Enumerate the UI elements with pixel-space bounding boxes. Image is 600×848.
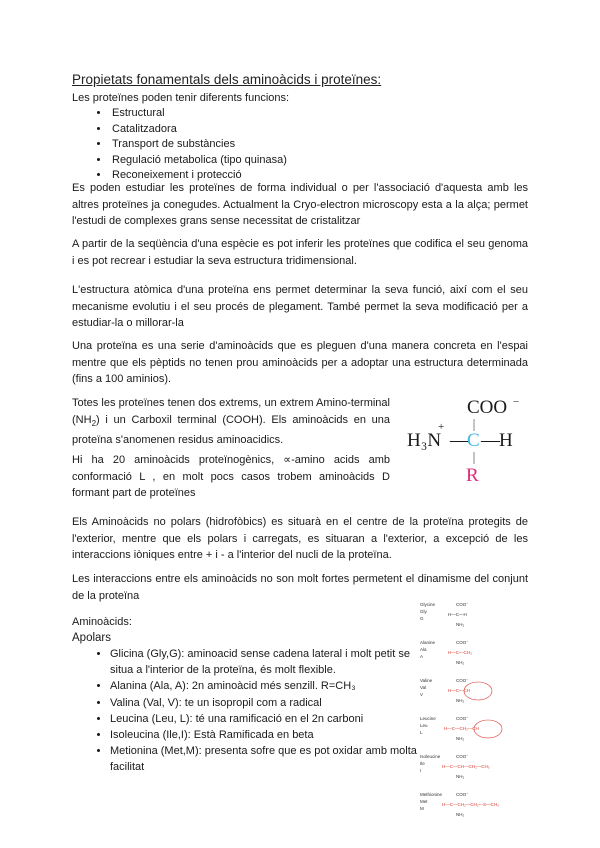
list-item: • Transport de substàncies	[110, 137, 287, 153]
negative-charge: −	[513, 397, 520, 408]
aa-abbr3: Ala	[420, 647, 427, 652]
bond-left: —	[450, 430, 469, 451]
amino-acid-formula	[405, 397, 545, 492]
structure-row	[420, 716, 502, 741]
list-item: • Estructural	[110, 106, 287, 122]
list-item: • Metionina (Met,M): presenta sofre que es pot oxidar amb molta facilitat	[110, 743, 430, 775]
aa-carboxyl: COO⁻	[456, 716, 469, 721]
bond-right: —	[481, 430, 500, 451]
list-item: • Isoleucina (Ile,I): Està Ramificada en beta	[110, 727, 430, 743]
aa-abbr3: Met	[420, 799, 428, 804]
paragraph-proteinogenic: Hi ha 20 aminoàcids proteïnogènics, ∝-amino acids amb conformació L , en molt pocs casos trobem aminoàcids D formant part de proteïnes	[72, 454, 390, 499]
list-item: • Reconeixement i protecció	[110, 168, 287, 184]
list-item: • Alanina (Ala, A): 2n aminoàcid més senzill. R=CH₃	[110, 678, 430, 694]
structure-row	[420, 678, 492, 703]
apolar-list	[88, 646, 430, 776]
amine-group: H₃N	[407, 430, 442, 451]
aa-carboxyl: COO⁻	[456, 602, 469, 607]
aa-amine: NH₂	[456, 736, 465, 741]
aa-name: Leucine	[420, 716, 436, 721]
functions-list	[88, 106, 287, 184]
intro-text: Les proteïnes poden tenir diferents funcions:	[72, 92, 290, 104]
aa-abbr1: G	[420, 616, 424, 621]
list-item: • Regulació metabolica (tipo quinasa)	[110, 153, 287, 169]
aa-name: Valine	[420, 678, 433, 683]
page-title: Propietats fonamentals dels aminoàcids i proteïnes:	[72, 72, 382, 87]
paragraph-termini	[72, 395, 390, 449]
aa-amine: NH₂	[456, 812, 465, 817]
aa-amine: NH₂	[456, 774, 465, 779]
aa-abbr1: V	[420, 692, 424, 697]
aa-chain: H—C—H	[448, 612, 467, 617]
aa-name: Isoleucine	[420, 754, 441, 759]
termini-subscript: 2	[91, 418, 97, 428]
aa-chain: H—C—CH₃	[448, 650, 472, 655]
termini-text-a: Totes les proteïnes tenen dos extrems, un extrem Amino-terminal (NH	[72, 397, 390, 426]
section-subheading: Apolars	[72, 632, 111, 644]
list-item: • Leucina (Leu, L): té una ramificació en el 2n carboni	[110, 711, 430, 727]
structure-row	[420, 602, 469, 627]
aa-chain: H—C—CH	[448, 688, 470, 693]
aa-name: Glycine	[420, 602, 436, 607]
list-item: • Catalitzadora	[110, 122, 287, 138]
aa-abbr3: Ile	[420, 761, 425, 766]
paragraph-atomic-structure: L'estructura atòmica d'una proteïna ens permet determinar la seva funció, així com el seu mecanisme evolutiu i el seu procés de plegament. També permet la seva modificació per a estudiar-la o millorar-la	[72, 284, 528, 329]
carboxylate-label: COO	[467, 397, 508, 418]
aa-amine: NH₂	[456, 622, 465, 627]
aa-name: Methionine	[420, 792, 443, 797]
hydrogen-atom: H	[499, 430, 513, 451]
aa-carboxyl: COO⁻	[456, 754, 469, 759]
aa-name: Alanine	[420, 640, 436, 645]
positive-charge: +	[438, 421, 445, 433]
amino-acid-structures-table	[420, 600, 532, 830]
structure-row	[420, 640, 472, 665]
aa-abbr1: L	[420, 730, 423, 735]
aa-carboxyl: COO⁻	[456, 792, 469, 797]
aa-abbr3: Val	[420, 685, 427, 690]
paragraph-interactions: Les interaccions entre els aminoàcids no son molt fortes permetent el dinamisme del conjunt de la proteïna	[72, 573, 528, 602]
paragraph-genome: A partir de la seqüència d'una espècie es pot inferir les proteïnes que codifica el seu genoma i es pot recrear i estudiar la seva estructura tridimensional.	[72, 238, 528, 267]
section-heading: Aminoàcids:	[72, 616, 132, 628]
aa-abbr1: A	[420, 654, 424, 659]
aa-amine: NH₂	[456, 698, 465, 703]
list-item: • Valina (Val, V): te un isopropil com a radical	[110, 695, 430, 711]
r-group: R	[466, 465, 479, 486]
aa-abbr3: Leu	[420, 723, 428, 728]
aa-carboxyl: COO⁻	[456, 640, 469, 645]
structure-row	[420, 754, 490, 779]
aa-abbr1: M	[420, 806, 424, 811]
termini-text-b: ) i un Carboxil terminal (COOH). Els aminoàcids en una proteïna s'anomenen residus aminoacidics.	[72, 413, 390, 447]
aa-amine: NH₂	[456, 660, 465, 665]
aa-chain: H—C—CH₂—CH₂—S—CH₃	[442, 802, 499, 807]
aa-abbr1: I	[420, 768, 422, 773]
paragraph-protein-definition: Una proteïna es una serie d'aminoàcids que es pleguen d'una manera concreta en l'espai mentre que els pèptids no tenen prou aminoàcids per a adoptar una estructura determinada (fins a 100 aminios).	[72, 340, 528, 385]
aa-carboxyl: COO⁻	[456, 678, 469, 683]
aa-chain: H—C—CH₂—CH	[444, 726, 479, 731]
structure-row	[420, 792, 499, 817]
paragraph-polarity: Els Aminoàcids no polars (hidrofòbics) es situarà en el centre de la proteïna protegits de l'exterior, mentre que els polars i carregats, es situaran a l'exterior, a excepció de les interaccions iòniques entre + i - a l'interior del nucli de la proteïna.	[72, 516, 528, 561]
list-item: • Glicina (Gly,G): aminoacid sense cadena lateral i molt petit se situa a l'interior de la proteïna, és molt flexible.	[110, 646, 430, 678]
aa-abbr3: Gly	[420, 609, 427, 614]
aa-chain: H—C—CH—CH₂—CH₃	[442, 764, 490, 769]
paragraph-cryo-em: Es poden estudiar les proteïnes de forma individual o per l'associació d'aquesta amb les altres proteïnes ja conegudes. Actualment la Cryo-electron microscopy esta a la alça; permet l'estudi de complexes grans sense necessitat de cristalitzar	[72, 182, 528, 227]
alpha-carbon: C	[467, 430, 480, 451]
